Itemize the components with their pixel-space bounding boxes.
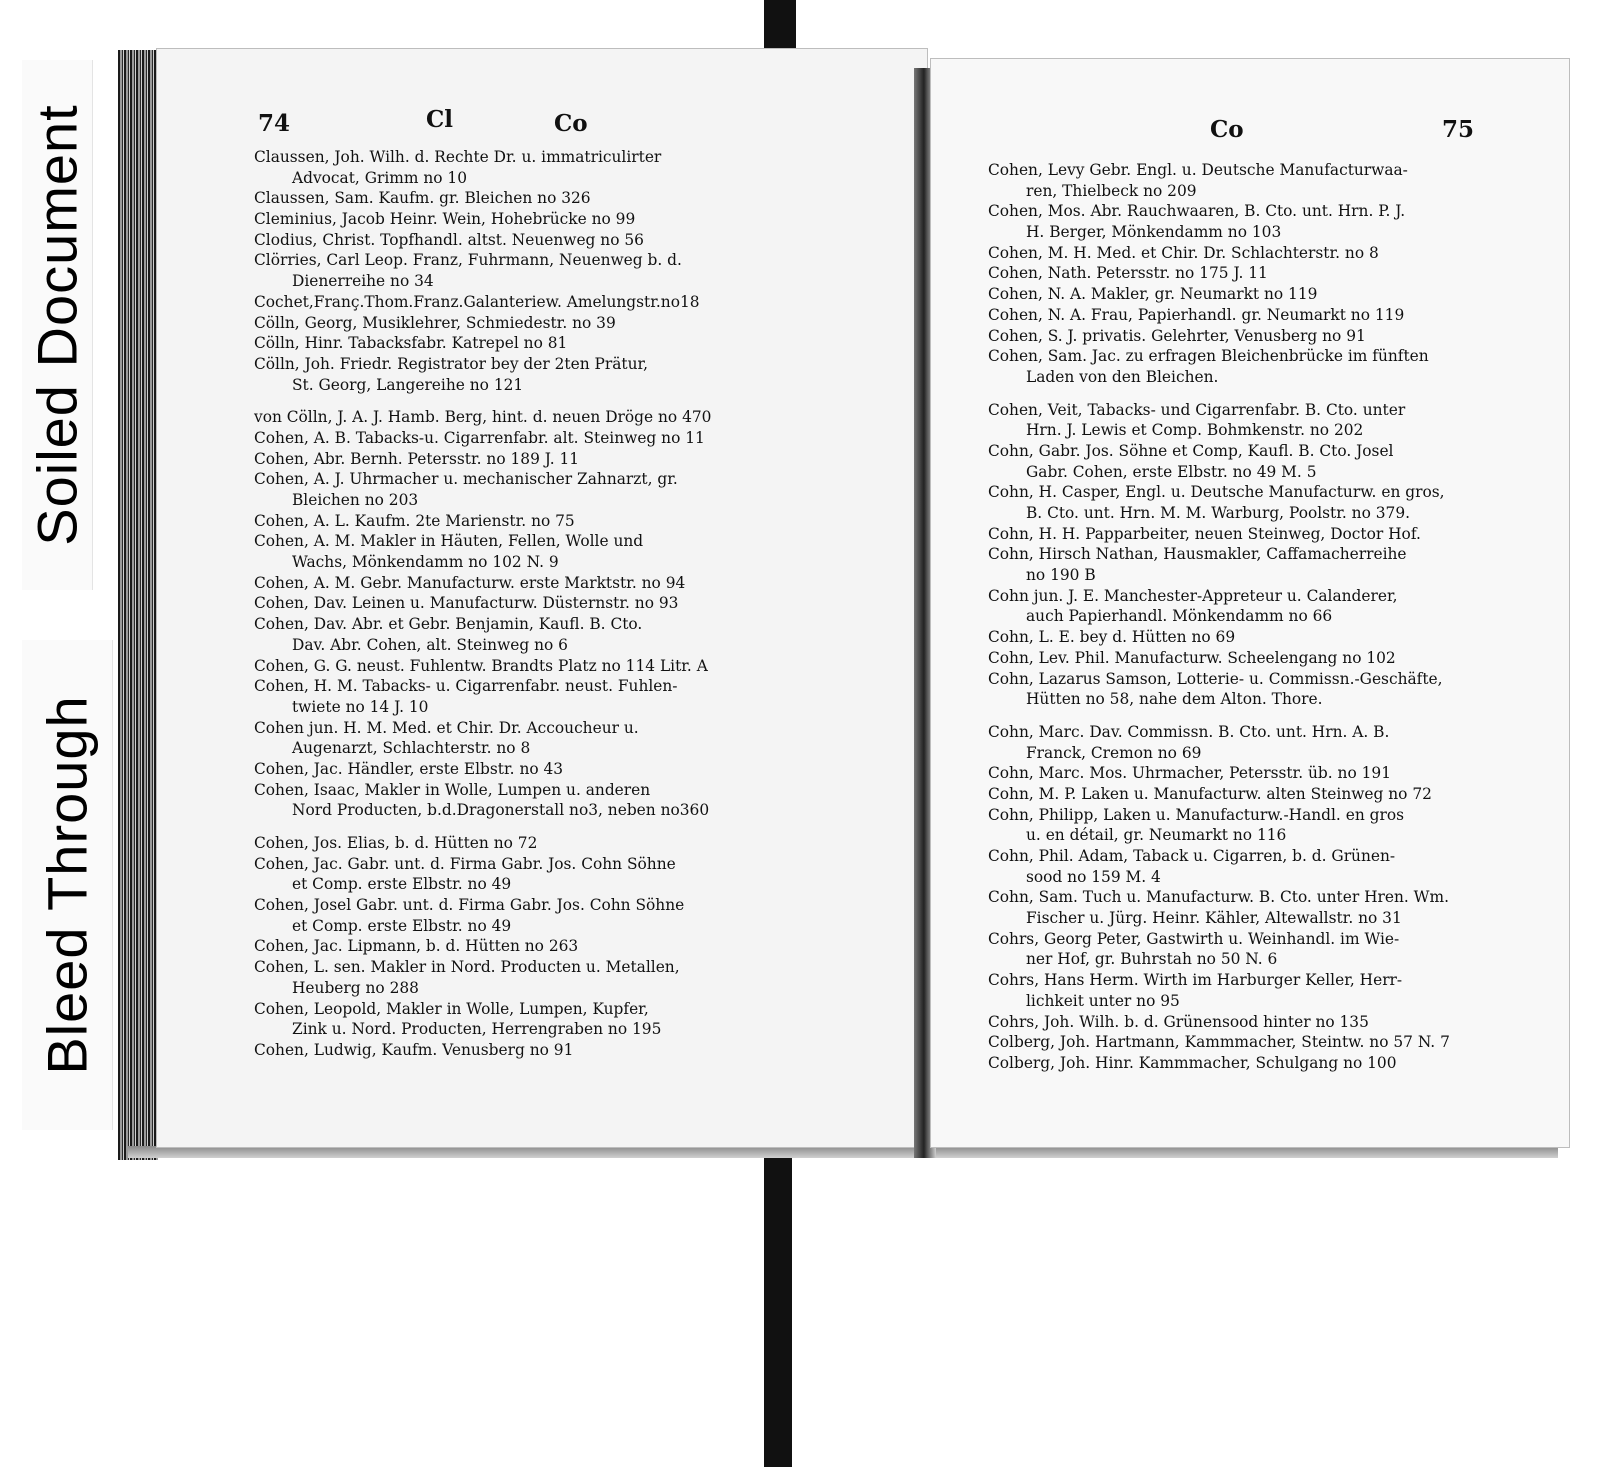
directory-entry-line: Cohen, Leopold, Makler in Wolle, Lumpen, Kupfer,	[254, 999, 649, 1018]
directory-entry-line: Cohen, Isaac, Makler in Wolle, Lumpen u. anderen	[254, 780, 651, 799]
directory-entry-line: Cohrs, Hans Herm. Wirth im Harburger Keller, Herr-	[988, 971, 1403, 990]
directory-entry-line: Cohen, L. sen. Makler in Nord. Producten u. Metallen,	[254, 958, 680, 977]
entry-continuation-line: Dienerreihe no 34	[292, 272, 434, 291]
entry-continuation-line: u. en détail, gr. Neumarkt no 116	[1026, 826, 1287, 845]
directory-entry-line: Cohn, Philipp, Laken u. Manufacturw.-Handl. en gros	[988, 805, 1405, 824]
directory-entry-line: von Cölln, J. A. J. Hamb. Berg, hint. d. neuen Dröge no 470	[254, 408, 712, 427]
entry-continuation-line: Advocat, Grimm no 10	[292, 168, 468, 187]
directory-entry-line: Cohen, Ludwig, Kaufm. Venusberg no 91	[254, 1040, 574, 1059]
directory-entry-line: Cohn, Hirsch Nathan, Hausmakler, Caffamacherreihe	[988, 545, 1407, 564]
left-header-co: Co	[554, 110, 588, 137]
directory-entry-line: Cohen, A. J. Uhrmacher u. mechanischer Zahnarzt, gr.	[254, 470, 678, 489]
binding-strip-bottom	[764, 1150, 792, 1467]
directory-entry-line: Cölln, Hinr. Tabacksfabr. Katrepel no 81	[254, 334, 568, 353]
right-page-number: 75	[1442, 116, 1475, 143]
entry-continuation-line: Bleichen no 203	[292, 491, 419, 509]
entry-gap	[988, 388, 1450, 400]
directory-entry-line: Cohen, Sam. Jac. zu erfragen Bleichenbrücke im fünften	[988, 347, 1429, 366]
entry-continuation-line: Hrn. J. Lewis et Comp. Bohmkenstr. no 202	[1026, 421, 1364, 440]
bleed-through-label	[22, 640, 113, 1130]
directory-entry-line: Claussen, Sam. Kaufm. gr. Bleichen no 326	[254, 189, 591, 208]
soiled-document-text: Soiled Document	[25, 104, 89, 546]
entry-gap	[254, 821, 711, 833]
entry-continuation-line: et Comp. erste Elbstr. no 49	[292, 875, 512, 894]
directory-entry-line: Cohen, Josel Gabr. unt. d. Firma Gabr. Jos. Cohn Söhne	[254, 896, 685, 915]
directory-entry-line: Cohn, Marc. Mos. Uhrmacher, Petersstr. üb. no 191	[988, 764, 1392, 783]
directory-entry-line: Cohen, Jos. Elias, b. d. Hütten no 72	[254, 834, 538, 852]
directory-entry-line: Claussen, Joh. Wilh. d. Rechte Dr. u. immatriculirter	[254, 148, 662, 166]
entry-continuation-line: St. Georg, Langereihe no 121	[292, 375, 524, 394]
directory-entry-line: Cohen, N. A. Frau, Papierhandl. gr. Neumarkt no 119	[988, 305, 1405, 324]
entry-continuation-line: Heuberg no 288	[292, 978, 419, 997]
directory-entry-line: Cohen, Jac. Gabr. unt. d. Firma Gabr. Jos. Cohn Söhne	[254, 854, 676, 873]
entry-continuation-line: Augenarzt, Schlachterstr. no 8	[292, 739, 531, 758]
directory-entry-line: Cohen, A. B. Tabacks-u. Cigarrenfabr. alt. Steinweg no 11	[254, 428, 705, 447]
left-page-entries	[254, 147, 711, 1061]
entry-continuation-line: Gabr. Cohen, erste Elbstr. no 49 M. 5	[1026, 462, 1317, 481]
right-header-co: Co	[1210, 116, 1244, 143]
entry-continuation-line: twiete no 14 J. 10	[292, 697, 429, 716]
directory-entry-line: Cohen, Dav. Abr. et Gebr. Benjamin, Kaufl. B. Cto.	[254, 615, 643, 634]
directory-entry-line: Cohen, Nath. Petersstr. no 175 J. 11	[988, 264, 1268, 283]
entry-continuation-line: lichkeit unter no 95	[1026, 991, 1180, 1010]
entry-continuation-line: auch Papierhandl. Mönkendamm no 66	[1026, 607, 1333, 626]
entry-gap	[254, 395, 711, 407]
entry-gap	[988, 710, 1450, 722]
directory-entry-line: Cohen, A. M. Gebr. Manufacturw. erste Marktstr. no 94	[254, 573, 686, 592]
directory-entry-line: Cohn jun. J. E. Manchester-Appreteur u. Calanderer,	[988, 586, 1398, 605]
left-header-cl: Cl	[426, 106, 454, 133]
directory-entry-line: Colberg, Joh. Hartmann, Kammmacher, Steintw. no 57 N. 7	[988, 1033, 1450, 1052]
directory-entry-line: Cohn, Marc. Dav. Commissn. B. Cto. unt. Hrn. A. B.	[988, 722, 1390, 741]
entry-continuation-line: Dav. Abr. Cohen, alt. Steinweg no 6	[292, 635, 568, 654]
entry-continuation-line: B. Cto. unt. Hrn. M. M. Warburg, Poolstr. no 379.	[1026, 504, 1411, 522]
directory-entry-line: Cölln, Joh. Friedr. Registrator bey der 2ten Prätur,	[254, 354, 649, 373]
directory-entry-line: Cohn, Lev. Phil. Manufacturw. Scheelengang no 102	[988, 648, 1396, 667]
directory-entry-line: Cohen, Jac. Lipmann, b. d. Hütten no 263	[254, 937, 579, 956]
directory-entry-line: Cohen, Veit, Tabacks- und Cigarrenfabr. B. Cto. unter	[988, 400, 1406, 419]
entry-continuation-line: Nord Producten, b.d.Dragonerstall no3, neben no360	[292, 801, 710, 820]
directory-entry-line: Clodius, Christ. Topfhandl. altst. Neuenweg no 56	[254, 230, 644, 249]
right-page	[930, 58, 1570, 1148]
left-page	[156, 48, 928, 1148]
entry-continuation-line: ren, Thielbeck no 209	[1026, 181, 1197, 200]
entry-continuation-line: ner Hof, gr. Buhrstah no 50 N. 6	[1026, 950, 1278, 969]
entry-continuation-line: no 190 B	[1026, 566, 1096, 585]
directory-entry-line: Cohen, N. A. Makler, gr. Neumarkt no 119	[988, 285, 1318, 304]
entry-continuation-line: sood no 159 M. 4	[1026, 867, 1161, 886]
directory-entry-line: Cohen, Mos. Abr. Rauchwaaren, B. Cto. unt. Hrn. P. J.	[988, 202, 1406, 221]
directory-entry-line: Cohn, H. H. Papparbeiter, neuen Steinweg, Doctor Hof.	[988, 524, 1421, 543]
directory-entry-line: Cohen, M. H. Med. et Chir. Dr. Schlachterstr. no 8	[988, 243, 1379, 262]
directory-entry-line: Cohen, Jac. Händler, erste Elbstr. no 43	[254, 759, 564, 778]
directory-entry-line: Cohn, Phil. Adam, Taback u. Cigarren, b. d. Grünen-	[988, 847, 1396, 865]
directory-entry-line: Cohen jun. H. M. Med. et Chir. Dr. Accoucheur u.	[254, 718, 639, 737]
directory-entry-line: Cohn, Lazarus Samson, Lotterie- u. Commissn.-Geschäfte,	[988, 669, 1443, 688]
directory-entry-line: Cohen, A. M. Makler in Häuten, Fellen, Wolle und	[254, 532, 644, 551]
directory-entry-line: Cohn, H. Casper, Engl. u. Deutsche Manufacturw. en gros,	[988, 483, 1445, 502]
entry-continuation-line: H. Berger, Mönkendamm no 103	[1026, 223, 1282, 242]
entry-continuation-line: Zink u. Nord. Producten, Herrengraben no 195	[292, 1020, 662, 1039]
entry-continuation-line: Hütten no 58, nahe dem Alton. Thore.	[1026, 690, 1323, 709]
directory-entry-line: Cohrs, Joh. Wilh. b. d. Grünensood hinter no 135	[988, 1012, 1369, 1031]
entry-continuation-line: Wachs, Mönkendamm no 102 N. 9	[292, 553, 559, 572]
directory-entry-line: Cölln, Georg, Musiklehrer, Schmiedestr. no 39	[254, 313, 616, 332]
directory-entry-line: Cohn, Gabr. Jos. Söhne et Comp, Kaufl. B. Cto. Josel	[988, 441, 1394, 460]
page-edges	[118, 50, 158, 1160]
entry-continuation-line: Laden von den Bleichen.	[1026, 367, 1219, 386]
directory-entry-line: Cohrs, Georg Peter, Gastwirth u. Weinhandl. im Wie-	[988, 929, 1400, 948]
soiled-document-label	[22, 60, 93, 590]
directory-entry-line: Cohen, S. J. privatis. Gelehrter, Venusberg no 91	[988, 326, 1366, 345]
directory-entry-line: Cohen, G. G. neust. Fuhlentw. Brandts Platz no 114 Litr. A	[254, 656, 708, 675]
entry-continuation-line: et Comp. erste Elbstr. no 49	[292, 916, 512, 935]
directory-entry-line: Cohn, Sam. Tuch u. Manufacturw. B. Cto. unter Hren. Wm.	[988, 888, 1449, 907]
directory-entry-line: Cohen, A. L. Kaufm. 2te Marienstr. no 75	[254, 511, 575, 530]
directory-entry-line: Cohn, L. E. bey d. Hütten no 69	[988, 628, 1236, 647]
directory-entry-line: Clörries, Carl Leop. Franz, Fuhrmann, Neuenweg b. d.	[254, 251, 682, 270]
directory-entry-line: Cohn, M. P. Laken u. Manufacturw. alten Steinweg no 72	[988, 784, 1432, 803]
bleed-through-text: Bleed Through	[35, 695, 99, 1075]
directory-entry-line: Cohen, Levy Gebr. Engl. u. Deutsche Manufacturwaa-	[988, 161, 1408, 179]
left-page-number: 74	[258, 110, 291, 137]
directory-entry-line: Cochet,Franç.Thom.Franz.Galanteriew. Amelungstr.no18	[254, 292, 700, 311]
entry-continuation-line: Fischer u. Jürg. Heinr. Kähler, Altewallstr. no 31	[1026, 909, 1402, 928]
directory-entry-line: Cohen, Abr. Bernh. Petersstr. no 189 J. 11	[254, 449, 580, 468]
directory-entry-line: Cohen, Dav. Leinen u. Manufacturw. Düsternstr. no 93	[254, 594, 679, 613]
directory-entry-line: Cleminius, Jacob Heinr. Wein, Hohebrücke no 99	[254, 210, 636, 229]
directory-entry-line: Colberg, Joh. Hinr. Kammmacher, Schulgang no 100	[988, 1053, 1397, 1072]
open-book	[118, 48, 1475, 1168]
right-page-entries	[988, 160, 1450, 1074]
entry-continuation-line: Franck, Cremon no 69	[1026, 743, 1202, 762]
directory-entry-line: Cohen, H. M. Tabacks- u. Cigarrenfabr. neust. Fuhlen-	[254, 677, 678, 696]
